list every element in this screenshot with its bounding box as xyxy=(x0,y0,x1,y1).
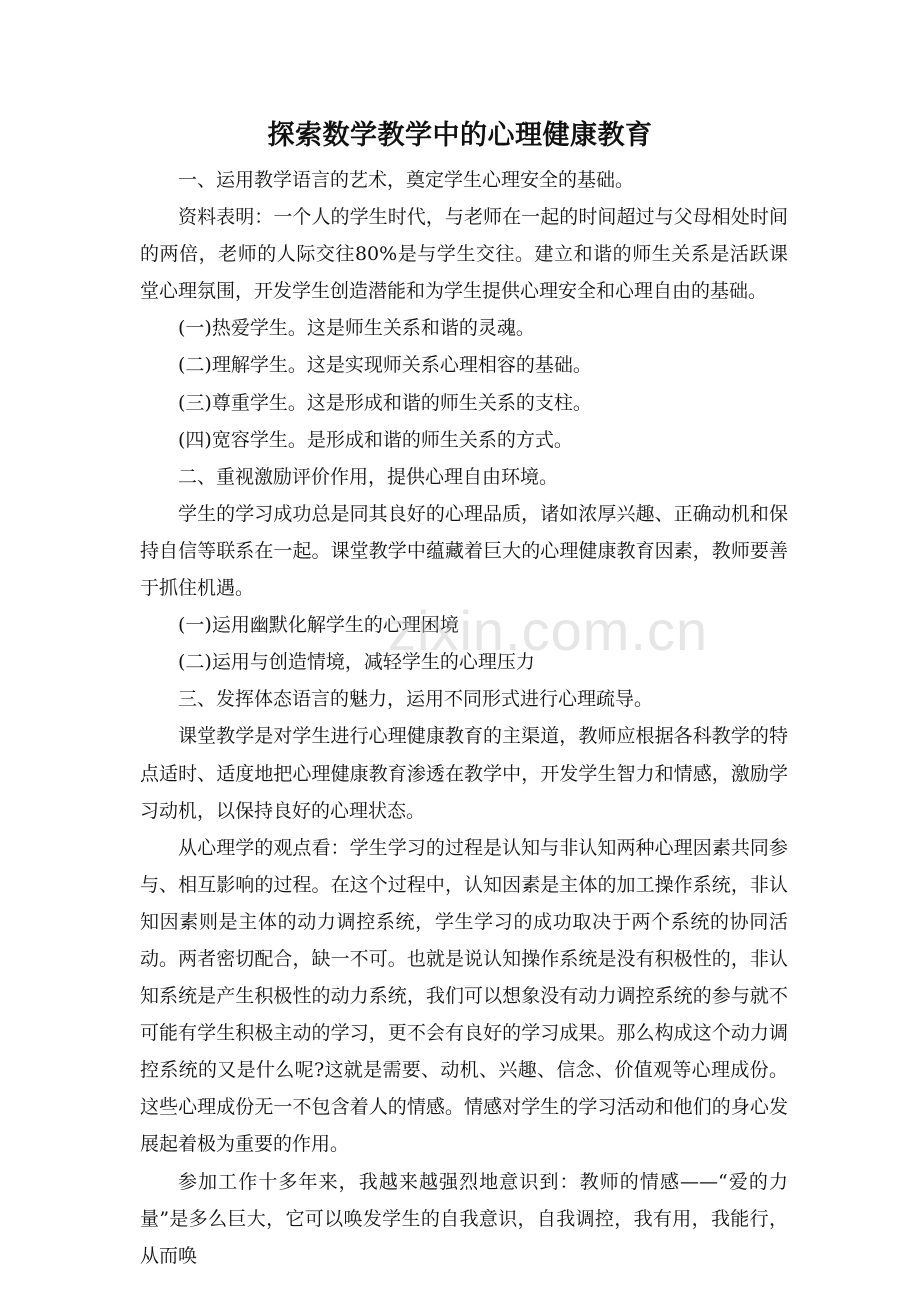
paragraph: 从心理学的观点看：学生学习的过程是认知与非认知两种心理因素共同参与、相互影响的过程。在这个过程中，认知因素是主体的加工操作系统，非认知因素则是主体的动力调控系统，学生学习的成功取决于两个系统的协同活动。两者密切配合，缺一不可。也就是说认知操作系统是没有积极性的，非认知系统是产生积极性的动力系统，我们可以想象没有动力调控系统的参与就不可能有学生积极主动的学习，更不会有良好的学习成果。那么构成这个动力调控系统的又是什么呢?这就是需要、动机、兴趣、信念、价值观等心理成份。这些心理成份无一不包含着人的情感。情感对学生的学习活动和他们的身心发展起着极为重要的作用。 xyxy=(140,836,788,1156)
document-body xyxy=(140,162,788,1275)
section-heading-2: 二、重视激励评价作用，提供心理自由环境。 xyxy=(178,465,559,488)
list-item: (一)热爱学生。这是师生关系和谐的灵魂。 xyxy=(178,317,535,340)
list-item: (二)理解学生。这是实现师关系心理相容的基础。 xyxy=(178,354,592,377)
list-item: (二)运用与创造情境，减轻学生的心理压力 xyxy=(178,651,535,674)
list-item: (三)尊重学生。这是形成和谐的师生关系的支柱。 xyxy=(178,391,592,414)
paragraph: 课堂教学是对学生进行心理健康教育的主渠道，教师应根据各科教学的特点适时、适度地把心理健康教育渗透在教学中，开发学生智力和情感，激励学习动机，以保持良好的心理状态。 xyxy=(140,725,788,822)
paragraph: 资料表明：一个人的学生时代，与老师在一起的时间超过与父母相处时间的两倍，老师的人际交往80%是与学生交往。建立和谐的师生关系是活跃课堂心理氛围，开发学生创造潜能和为学生提供心理安全和心理自由的基础。 xyxy=(140,206,788,303)
paragraph: 参加工作十多年来，我越来越强烈地意识到：教师的情感——“爱的力量”是多么巨大，它可以唤发学生的自我意识，自我调控，我有用，我能行，从而唤 xyxy=(140,1170,788,1267)
list-item: (四)宽容学生。是形成和谐的师生关系的方式。 xyxy=(178,428,573,451)
paragraph: 学生的学习成功总是同其良好的心理品质，诸如浓厚兴趣、正确动机和保持自信等联系在一起。课堂教学中蕴藏着巨大的心理健康教育因素，教师要善于抓住机遇。 xyxy=(140,502,788,600)
section-heading-3: 三、发挥体态语言的魅力，运用不同形式进行心理疏导。 xyxy=(178,688,654,711)
document-title: 探索数学教学中的心理健康教育 xyxy=(267,120,653,151)
watermark: zixin.com.cn xyxy=(388,599,709,662)
section-heading-1: 一、运用教学语言的艺术，奠定学生心理安全的基础。 xyxy=(178,169,635,191)
list-item: (一)运用幽默化解学生的心理困境 xyxy=(178,614,459,637)
